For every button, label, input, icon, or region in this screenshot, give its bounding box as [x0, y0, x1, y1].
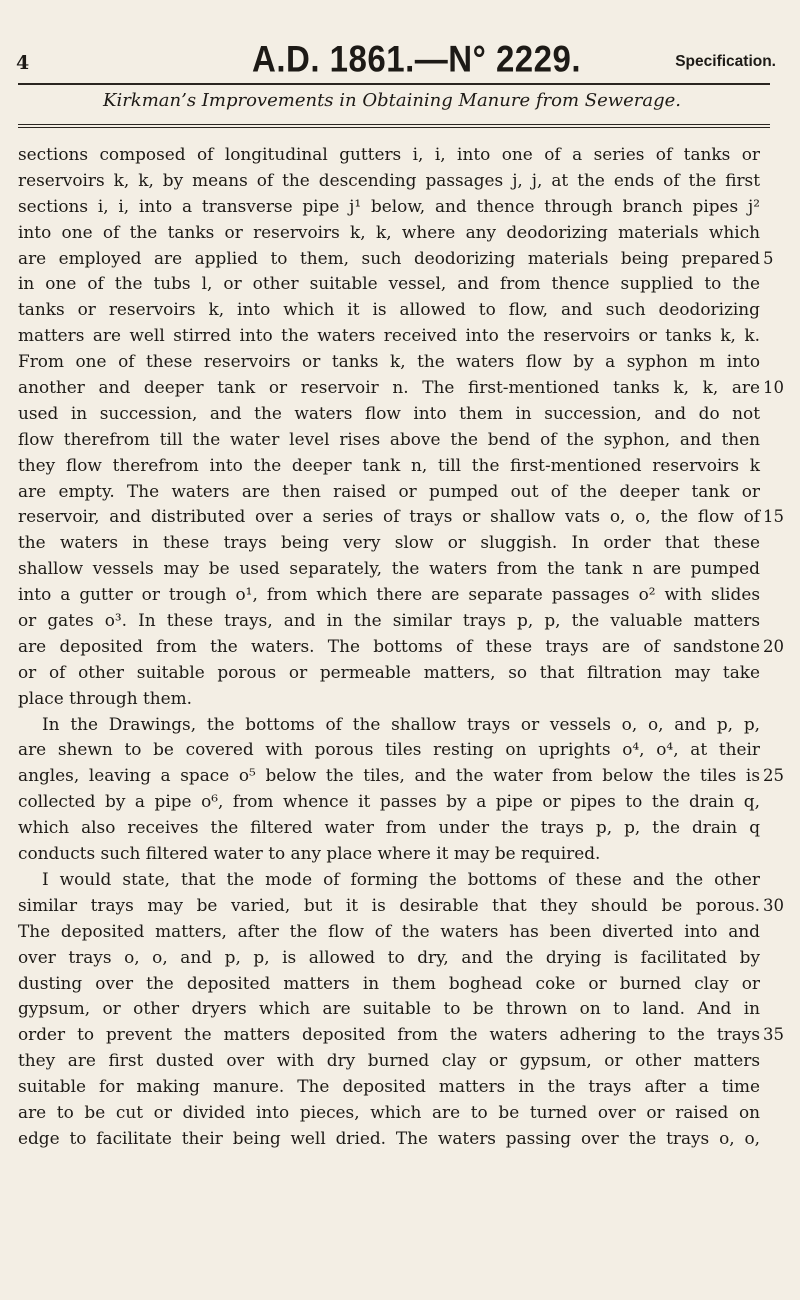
- line-text: the waters in these trays being very slow or sluggish. In order that these: [18, 532, 760, 553]
- text-line: [18, 375, 784, 401]
- text-line: [18, 194, 760, 220]
- line-text: suitable for making manure. The deposited matters in the trays after a time: [18, 1076, 760, 1097]
- line-text: order to prevent the matters deposited from the waters adhering to the trays: [18, 1024, 760, 1045]
- text-line: [18, 893, 784, 919]
- text-line: [18, 712, 760, 738]
- line-number: 35: [763, 1025, 784, 1045]
- line-number: 10: [763, 378, 784, 398]
- running-head-rule: [18, 124, 770, 125]
- running-head-rule-double: [18, 127, 770, 128]
- text-line: [18, 504, 784, 530]
- text-line: [18, 479, 760, 505]
- line-text: flow therefrom till the water level rises above the bend of the syphon, and then: [18, 428, 760, 449]
- page-header: [16, 38, 776, 78]
- text-line: [18, 1048, 760, 1074]
- line-text: place through them.: [18, 687, 193, 708]
- line-text: similar trays may be varied, but it is desirable that they should be porous.: [18, 894, 760, 915]
- text-line: [18, 297, 760, 323]
- line-number: 5: [763, 248, 774, 268]
- line-number: 15: [763, 507, 784, 527]
- text-line: [18, 323, 760, 349]
- text-line: [18, 1074, 760, 1100]
- line-text: matters are well stirred into the waters received into the reservoirs or tanks k, k.: [18, 325, 760, 346]
- line-text: in one of the tubs l, or other suitable vessel, and from thence supplied to the: [18, 273, 760, 294]
- patent-title: A.D. 1861.—N° 2229.: [252, 38, 582, 80]
- text-line: [18, 634, 784, 660]
- line-text: collected by a pipe o⁶, from whence it passes by a pipe or pipes to the drain q,: [18, 791, 760, 812]
- text-line: [18, 919, 760, 945]
- line-text: they are first dusted over with dry burned clay or gypsum, or other matters: [18, 1050, 760, 1071]
- line-text: dusting over the deposited matters in them boghead coke or burned clay or: [18, 972, 760, 993]
- line-text: used in succession, and the waters flow into them in succession, and do not: [18, 402, 760, 423]
- text-line: [18, 686, 760, 712]
- text-line: [18, 1022, 784, 1048]
- line-number: 25: [763, 766, 784, 786]
- line-text: which also receives the filtered water from under the trays p, p, the drain q: [18, 817, 760, 838]
- line-text: angles, leaving a space o⁵ below the tiles, and the water from below the tiles is: [18, 765, 760, 786]
- header-rule: [18, 83, 770, 85]
- text-line: [18, 401, 760, 427]
- section-label: Specification.: [675, 53, 776, 70]
- line-text: into a gutter or trough o¹, from which there are separate passages o² with slides: [18, 584, 760, 605]
- line-text: another and deeper tank or reservoir n. The first-mentioned tanks k, k, are: [18, 377, 760, 398]
- line-text: they flow therefrom into the deeper tank n, till the first-mentioned reservoirs k: [18, 454, 760, 475]
- line-text: sections i, i, into a transverse pipe j¹ below, and thence through branch pipes j²: [18, 195, 760, 216]
- text-line: [18, 945, 760, 971]
- line-text: tanks or reservoirs k, into which it is allowed to flow, and such deodorizing: [18, 299, 760, 320]
- running-head: Kirkman’s Improvements in Obtaining Manure from Sewerage.: [103, 90, 682, 111]
- line-number: 30: [763, 895, 784, 915]
- text-line: [18, 530, 760, 556]
- text-line: [18, 1126, 760, 1152]
- page-number: 4: [16, 52, 30, 74]
- text-line: [18, 142, 760, 168]
- text-line: [18, 427, 760, 453]
- line-number: 20: [763, 636, 784, 656]
- text-line: [18, 349, 760, 375]
- text-line: [18, 556, 760, 582]
- text-line: [18, 737, 760, 763]
- text-line: [18, 867, 760, 893]
- line-text: From one of these reservoirs or tanks k, the waters flow by a syphon m into: [18, 351, 760, 372]
- line-text: reservoir, and distributed over a series of trays or shallow vats o, o, the flow of: [18, 506, 760, 527]
- text-line: [18, 660, 760, 686]
- text-line: [18, 789, 760, 815]
- line-text: are employed are applied to them, such deodorizing materials being prepared: [18, 247, 760, 268]
- text-line: [18, 996, 760, 1022]
- line-text: edge to facilitate their being well dried. The waters passing over the trays o, o,: [18, 1127, 760, 1148]
- text-line: [18, 168, 760, 194]
- line-text: In the Drawings, the bottoms of the shallow trays or vessels o, o, and p, p,: [42, 713, 760, 734]
- line-text: sections composed of longitudinal gutters i, i, into one of a series of tanks or: [18, 144, 760, 164]
- line-text: are deposited from the waters. The bottoms of these trays are of sandstone: [18, 635, 760, 656]
- line-text: into one of the tanks or reservoirs k, k, where any deodorizing materials which: [18, 221, 760, 242]
- text-line: [18, 763, 784, 789]
- line-text: reservoirs k, k, by means of the descending passages j, j, at the ends of the first: [18, 169, 760, 190]
- text-line: [18, 453, 760, 479]
- text-line: [18, 271, 760, 297]
- text-line: [18, 246, 774, 272]
- line-text: shallow vessels may be used separately, the waters from the tank n are pumped: [18, 558, 760, 579]
- text-line: [18, 220, 760, 246]
- text-line: [18, 608, 760, 634]
- line-text: over trays o, o, and p, p, is allowed to dry, and the drying is facilitated by: [18, 946, 760, 967]
- line-text: or of other suitable porous or permeable matters, so that filtration may take: [18, 661, 760, 682]
- line-text: or gates o³. In these trays, and in the similar trays p, p, the valuable matters: [18, 610, 760, 631]
- line-text: are to be cut or divided into pieces, which are to be turned over or raised on: [18, 1101, 760, 1122]
- text-line: [18, 815, 760, 841]
- text-line: [18, 841, 760, 867]
- text-line: [18, 1100, 760, 1126]
- line-text: conducts such filtered water to any place where it may be required.: [18, 843, 601, 864]
- line-text: are shewn to be covered with porous tiles resting on uprights o⁴, o⁴, at their: [18, 739, 760, 760]
- text-line: [18, 582, 760, 608]
- line-text: are empty. The waters are then raised or pumped out of the deeper tank or: [18, 480, 760, 501]
- body-text: [18, 142, 793, 1152]
- line-text: I would state, that the mode of forming the bottoms of these and the other: [42, 868, 760, 889]
- line-text: The deposited matters, after the flow of the waters has been diverted into and: [18, 920, 760, 941]
- text-line: [18, 971, 760, 997]
- line-text: gypsum, or other dryers which are suitable to be thrown on to land. And in: [18, 998, 760, 1019]
